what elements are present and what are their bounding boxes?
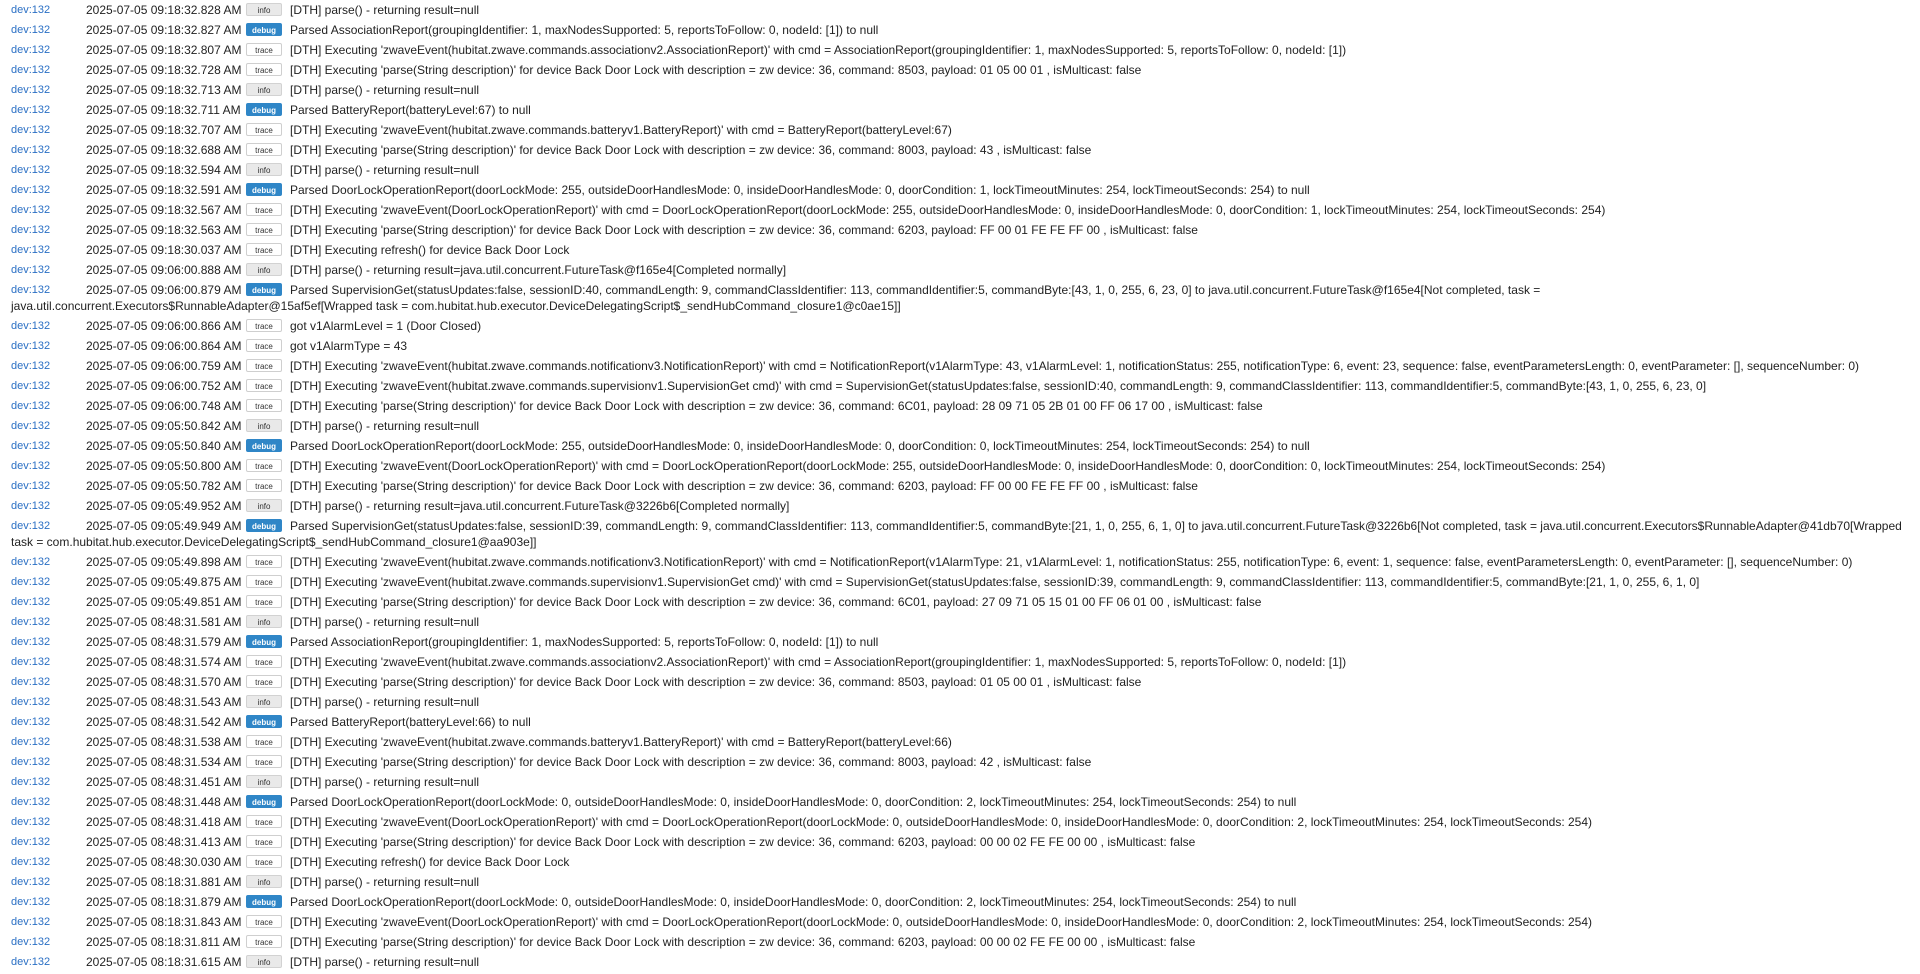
log-level-badge: trace — [246, 243, 282, 256]
log-message: Parsed DoorLockOperationReport(doorLockMode: 255, outsideDoorHandlesMode: 0, insideDoorHandlesMode: 0, doorCondition: 0, lockTimeoutMinutes: 254, lockTimeoutSeconds: 254) to null — [290, 439, 1310, 453]
log-level-badge: trace — [246, 339, 282, 352]
log-timestamp: 2025-07-05 09:06:00.759 AM — [86, 359, 242, 373]
log-row — [11, 632, 1905, 652]
log-message: [DTH] Executing 'zwaveEvent(DoorLockOperationReport)' with cmd = DoorLockOperationReport(doorLockMode: 255, outsideDoorHandlesMode: 0, insideDoorHandlesMode: 0, doorCondition: 1, lockTimeoutMinutes: 254, lockTimeoutSeconds: 254) — [290, 203, 1606, 217]
log-source-link[interactable]: dev:132 — [11, 184, 51, 196]
log-message: Parsed DoorLockOperationReport(doorLockMode: 0, outsideDoorHandlesMode: 0, insideDoorHandlesMode: 0, doorCondition: 2, lockTimeoutMinutes: 254, lockTimeoutSeconds: 254) to null — [290, 795, 1297, 809]
log-message: [DTH] Executing 'zwaveEvent(hubitat.zwave.commands.batteryv1.BatteryReport)' with cmd = BatteryReport(batteryLevel:67) — [290, 123, 952, 137]
log-level-badge: info — [246, 775, 282, 788]
log-row — [11, 396, 1905, 416]
log-message: [DTH] Executing 'parse(String description)' for device Back Door Lock with description = zw device: 36, command: 6C01, payload: 28 09 71 05 2B 01 00 FF 06 17 00 , isMulticast: false — [290, 399, 1263, 413]
log-message: got v1AlarmType = 43 — [290, 339, 408, 353]
log-message: [DTH] parse() - returning result=null — [290, 419, 480, 433]
log-message: Parsed SupervisionGet(statusUpdates:false, sessionID:40, commandLength: 9, commandClassIdentifier: 113, commandIdentifier:5, commandByte:[43, 1, 0, 255, 6, 23, 0] to java.util.concurrent.FutureTask@f165e4[Not completed, task = java.util.concurrent.Executors$RunnableAdapter@15af5ef[Wrapped task = com.hubitat.hub.executor.DeviceDelegatingScript$_sendHubCommand_closure1@c0ae15]] — [11, 283, 1541, 313]
log-source-link[interactable]: dev:132 — [11, 320, 51, 332]
log-row — [11, 436, 1905, 456]
log-level-badge: debug — [246, 23, 282, 36]
log-timestamp: 2025-07-05 08:48:31.542 AM — [86, 715, 242, 729]
log-source-link[interactable]: dev:132 — [11, 264, 51, 276]
log-row — [11, 376, 1905, 396]
log-level-badge: trace — [246, 143, 282, 156]
log-source-link[interactable]: dev:132 — [11, 500, 51, 512]
log-timestamp: 2025-07-05 09:18:32.728 AM — [86, 63, 242, 77]
log-source-link[interactable]: dev:132 — [11, 380, 51, 392]
log-row — [11, 40, 1905, 60]
log-source-link[interactable]: dev:132 — [11, 796, 51, 808]
log-timestamp: 2025-07-05 09:18:30.037 AM — [86, 243, 242, 257]
log-row — [11, 100, 1905, 120]
log-message: [DTH] parse() - returning result=java.util.concurrent.FutureTask@3226b6[Completed normally] — [290, 499, 790, 513]
log-timestamp: 2025-07-05 08:48:31.579 AM — [86, 635, 242, 649]
log-row — [11, 336, 1905, 356]
log-source-link[interactable]: dev:132 — [11, 144, 51, 156]
log-source-link[interactable]: dev:132 — [11, 896, 51, 908]
log-message: [DTH] parse() - returning result=null — [290, 695, 480, 709]
log-source-link[interactable]: dev:132 — [11, 84, 51, 96]
log-level-badge: trace — [246, 855, 282, 868]
log-message: [DTH] Executing 'parse(String description)' for device Back Door Lock with description = zw device: 36, command: 8003, payload: 42 , isMulticast: false — [290, 755, 1092, 769]
log-timestamp: 2025-07-05 09:06:00.864 AM — [86, 339, 242, 353]
log-timestamp: 2025-07-05 08:48:31.543 AM — [86, 695, 242, 709]
log-row — [11, 932, 1905, 952]
log-row — [11, 952, 1905, 972]
log-level-badge: debug — [246, 519, 282, 532]
log-source-link[interactable]: dev:132 — [11, 756, 51, 768]
log-level-badge: trace — [246, 915, 282, 928]
log-level-badge: info — [246, 695, 282, 708]
log-source-link[interactable]: dev:132 — [11, 736, 51, 748]
log-message: [DTH] Executing 'parse(String description)' for device Back Door Lock with description = zw device: 36, command: 6203, payload: 00 00 02 FE FE 00 00 , isMulticast: false — [290, 835, 1196, 849]
log-level-badge: info — [246, 263, 282, 276]
log-timestamp: 2025-07-05 09:18:32.827 AM — [86, 23, 242, 37]
log-timestamp: 2025-07-05 09:18:32.828 AM — [86, 3, 242, 17]
log-timestamp: 2025-07-05 09:06:00.879 AM — [86, 283, 242, 297]
log-row — [11, 316, 1905, 336]
log-level-badge: trace — [246, 399, 282, 412]
log-source-link[interactable]: dev:132 — [11, 596, 51, 608]
log-timestamp: 2025-07-05 09:06:00.752 AM — [86, 379, 242, 393]
log-row — [11, 832, 1905, 852]
log-row — [11, 692, 1905, 712]
log-level-badge: trace — [246, 379, 282, 392]
log-level-badge: trace — [246, 815, 282, 828]
log-row — [11, 772, 1905, 792]
log-message: [DTH] Executing 'zwaveEvent(hubitat.zwave.commands.batteryv1.BatteryReport)' with cmd = BatteryReport(batteryLevel:66) — [290, 735, 952, 749]
log-source-link[interactable]: dev:132 — [11, 460, 51, 472]
log-timestamp: 2025-07-05 09:18:32.594 AM — [86, 163, 242, 177]
log-level-badge: trace — [246, 63, 282, 76]
log-message: [DTH] Executing 'parse(String description)' for device Back Door Lock with description = zw device: 36, command: 8003, payload: 43 , isMulticast: false — [290, 143, 1092, 157]
log-row — [11, 612, 1905, 632]
log-source-link[interactable]: dev:132 — [11, 24, 51, 36]
log-timestamp: 2025-07-05 08:48:31.534 AM — [86, 755, 242, 769]
log-level-badge: info — [246, 163, 282, 176]
log-message: [DTH] Executing 'parse(String description)' for device Back Door Lock with description = zw device: 36, command: 6C01, payload: 27 09 71 05 15 01 00 FF 06 01 00 , isMulticast: false — [290, 595, 1262, 609]
log-timestamp: 2025-07-05 08:48:30.030 AM — [86, 855, 242, 869]
log-message: [DTH] Executing 'parse(String description)' for device Back Door Lock with description = zw device: 36, command: 6203, payload: 00 00 02 FE FE 00 00 , isMulticast: false — [290, 935, 1196, 949]
log-row — [11, 592, 1905, 612]
log-row — [11, 20, 1905, 40]
log-timestamp: 2025-07-05 09:18:32.563 AM — [86, 223, 242, 237]
log-timestamp: 2025-07-05 08:48:31.413 AM — [86, 835, 242, 849]
log-timestamp: 2025-07-05 09:18:32.591 AM — [86, 183, 242, 197]
log-timestamp: 2025-07-05 09:05:50.840 AM — [86, 439, 242, 453]
log-timestamp: 2025-07-05 09:05:50.782 AM — [86, 479, 242, 493]
log-level-badge: trace — [246, 755, 282, 768]
log-row — [11, 160, 1905, 180]
log-timestamp: 2025-07-05 09:05:49.875 AM — [86, 575, 242, 589]
log-row — [11, 200, 1905, 220]
log-source-link[interactable]: dev:132 — [11, 204, 51, 216]
log-level-badge: trace — [246, 655, 282, 668]
log-message: [DTH] parse() - returning result=null — [290, 615, 480, 629]
log-message: [DTH] Executing 'zwaveEvent(hubitat.zwave.commands.associationv2.AssociationReport)' with cmd = AssociationReport(groupingIdentifier: 1, maxNodesSupported: 5, reportsToFollow: 0, nodeId: [1]) — [290, 43, 1347, 57]
log-message: Parsed DoorLockOperationReport(doorLockMode: 255, outsideDoorHandlesMode: 0, insideDoorHandlesMode: 0, doorCondition: 1, lockTimeoutMinutes: 254, lockTimeoutSeconds: 254) to null — [290, 183, 1310, 197]
log-row — [11, 496, 1905, 516]
log-level-badge: trace — [246, 319, 282, 332]
log-source-link[interactable]: dev:132 — [11, 340, 51, 352]
log-timestamp: 2025-07-05 09:18:32.713 AM — [86, 83, 242, 97]
log-level-badge: debug — [246, 183, 282, 196]
log-timestamp: 2025-07-05 08:18:31.843 AM — [86, 915, 242, 929]
log-timestamp: 2025-07-05 09:05:50.842 AM — [86, 419, 242, 433]
log-timestamp: 2025-07-05 08:18:31.811 AM — [86, 935, 241, 949]
log-row — [11, 280, 1905, 316]
log-row — [11, 852, 1905, 872]
log-level-badge: trace — [246, 555, 282, 568]
log-timestamp: 2025-07-05 09:06:00.888 AM — [86, 263, 242, 277]
log-message: got v1AlarmLevel = 1 (Door Closed) — [290, 319, 482, 333]
log-row — [11, 872, 1905, 892]
log-level-badge: info — [246, 615, 282, 628]
log-row — [11, 712, 1905, 732]
log-message: [DTH] Executing refresh() for device Back Door Lock — [290, 855, 570, 869]
log-message: [DTH] parse() - returning result=null — [290, 775, 480, 789]
log-timestamp: 2025-07-05 08:48:31.448 AM — [86, 795, 242, 809]
log-source-link[interactable]: dev:132 — [11, 676, 51, 688]
log-row — [11, 812, 1905, 832]
log-level-badge: info — [246, 83, 282, 96]
log-source-link[interactable]: dev:132 — [11, 856, 51, 868]
log-row — [11, 0, 1905, 20]
log-source-link[interactable]: dev:132 — [11, 440, 51, 452]
log-level-badge: debug — [246, 895, 282, 908]
log-row — [11, 672, 1905, 692]
log-row — [11, 220, 1905, 240]
log-row — [11, 516, 1905, 552]
log-message: [DTH] Executing 'parse(String description)' for device Back Door Lock with description = zw device: 36, command: 6203, payload: FF 00 00 FE FE FF 00 , isMulticast: false — [290, 479, 1198, 493]
log-source-link[interactable]: dev:132 — [11, 916, 51, 928]
log-timestamp: 2025-07-05 08:18:31.615 AM — [86, 955, 242, 969]
log-level-badge: info — [246, 955, 282, 968]
log-source-link[interactable]: dev:132 — [11, 716, 51, 728]
log-level-badge: debug — [246, 283, 282, 296]
log-row — [11, 356, 1905, 376]
log-source-link[interactable]: dev:132 — [11, 44, 51, 56]
log-level-badge: trace — [246, 223, 282, 236]
log-row — [11, 456, 1905, 476]
log-message: [DTH] parse() - returning result=null — [290, 3, 480, 17]
log-level-badge: debug — [246, 795, 282, 808]
log-timestamp: 2025-07-05 08:48:31.451 AM — [86, 775, 242, 789]
log-level-badge: trace — [246, 595, 282, 608]
log-message: [DTH] Executing refresh() for device Back Door Lock — [290, 243, 570, 257]
log-timestamp: 2025-07-05 08:48:31.418 AM — [86, 815, 242, 829]
log-level-badge: info — [246, 875, 282, 888]
log-source-link[interactable]: dev:132 — [11, 816, 51, 828]
log-message: [DTH] parse() - returning result=java.util.concurrent.FutureTask@f165e4[Completed normally] — [290, 263, 787, 277]
log-source-link[interactable]: dev:132 — [11, 400, 51, 412]
log-timestamp: 2025-07-05 09:18:32.711 AM — [86, 103, 241, 117]
log-timestamp: 2025-07-05 09:18:32.807 AM — [86, 43, 242, 57]
log-message: [DTH] Executing 'zwaveEvent(hubitat.zwave.commands.notificationv3.NotificationReport)' with cmd = NotificationReport(v1AlarmType: 43, v1AlarmLevel: 1, notificationStatus: 255, notificationType: 6, event: 23, sequence: false, eventParametersLength: 0, eventParameter: [], sequenceNumber: 0) — [290, 359, 1860, 373]
log-row — [11, 892, 1905, 912]
log-level-badge: info — [246, 419, 282, 432]
log-source-link[interactable]: dev:132 — [11, 616, 51, 628]
log-source-link[interactable]: dev:132 — [11, 420, 51, 432]
log-timestamp: 2025-07-05 09:18:32.707 AM — [86, 123, 242, 137]
log-level-badge: trace — [246, 835, 282, 848]
log-row — [11, 240, 1905, 260]
log-level-badge: debug — [246, 715, 282, 728]
log-timestamp: 2025-07-05 08:48:31.538 AM — [86, 735, 242, 749]
log-message: [DTH] parse() - returning result=null — [290, 163, 480, 177]
log-row — [11, 552, 1905, 572]
log-source-link[interactable]: dev:132 — [11, 936, 51, 948]
log-message: [DTH] Executing 'zwaveEvent(hubitat.zwave.commands.supervisionv1.SupervisionGet cmd)' with cmd = SupervisionGet(statusUpdates:false, sessionID:40, commandLength: 9, commandClassIdentifier: 113, commandIdentifier:5, commandByte:[43, 1, 0, 255, 6, 23, 0] — [290, 379, 1707, 393]
log-message: [DTH] parse() - returning result=null — [290, 875, 480, 889]
log-level-badge: trace — [246, 459, 282, 472]
log-message: Parsed DoorLockOperationReport(doorLockMode: 0, outsideDoorHandlesMode: 0, insideDoorHandlesMode: 0, doorCondition: 2, lockTimeoutMinutes: 254, lockTimeoutSeconds: 254) to null — [290, 895, 1297, 909]
log-message: [DTH] Executing 'parse(String description)' for device Back Door Lock with description = zw device: 36, command: 8503, payload: 01 05 00 01 , isMulticast: false — [290, 675, 1142, 689]
log-level-badge: trace — [246, 675, 282, 688]
log-message: [DTH] Executing 'zwaveEvent(hubitat.zwave.commands.notificationv3.NotificationReport)' with cmd = NotificationReport(v1AlarmType: 21, v1AlarmLevel: 1, notificationStatus: 255, notificationType: 6, event: 1, sequence: false, eventParametersLength: 0, eventParameter: [], sequenceNumber: 0) — [290, 555, 1853, 569]
log-timestamp: 2025-07-05 08:18:31.879 AM — [86, 895, 242, 909]
log-timestamp: 2025-07-05 09:18:32.688 AM — [86, 143, 242, 157]
log-level-badge: trace — [246, 575, 282, 588]
log-row — [11, 476, 1905, 496]
log-row — [11, 652, 1905, 672]
log-timestamp: 2025-07-05 08:48:31.581 AM — [86, 615, 242, 629]
log-timestamp: 2025-07-05 08:48:31.574 AM — [86, 655, 242, 669]
log-source-link[interactable]: dev:132 — [11, 876, 51, 888]
log-row — [11, 180, 1905, 200]
log-level-badge: debug — [246, 439, 282, 452]
log-level-badge: trace — [246, 359, 282, 372]
log-source-link[interactable]: dev:132 — [11, 956, 51, 968]
log-source-link[interactable]: dev:132 — [11, 636, 51, 648]
log-level-badge: trace — [246, 735, 282, 748]
log-timestamp: 2025-07-05 08:48:31.570 AM — [86, 675, 242, 689]
log-row — [11, 140, 1905, 160]
log-message: [DTH] parse() - returning result=null — [290, 83, 480, 97]
log-source-link[interactable]: dev:132 — [11, 224, 51, 236]
log-message: Parsed AssociationReport(groupingIdentifier: 1, maxNodesSupported: 5, reportsToFollow: 0, nodeId: [1]) to null — [290, 635, 879, 649]
log-source-link[interactable]: dev:132 — [11, 480, 51, 492]
log-source-link[interactable]: dev:132 — [11, 556, 51, 568]
log-source-link[interactable]: dev:132 — [11, 656, 51, 668]
log-message: Parsed AssociationReport(groupingIdentifier: 1, maxNodesSupported: 5, reportsToFollow: 0, nodeId: [1]) to null — [290, 23, 879, 37]
log-timestamp: 2025-07-05 09:05:49.952 AM — [86, 499, 242, 513]
log-source-link[interactable]: dev:132 — [11, 104, 51, 116]
log-timestamp: 2025-07-05 09:05:49.898 AM — [86, 555, 242, 569]
log-row — [11, 792, 1905, 812]
log-timestamp: 2025-07-05 09:05:49.949 AM — [86, 519, 242, 533]
log-source-link[interactable]: dev:132 — [11, 836, 51, 848]
log-level-badge: debug — [246, 635, 282, 648]
log-source-link[interactable]: dev:132 — [11, 776, 51, 788]
log-source-link[interactable]: dev:132 — [11, 284, 51, 296]
log-row — [11, 120, 1905, 140]
log-level-badge: trace — [246, 123, 282, 136]
log-timestamp: 2025-07-05 09:18:32.567 AM — [86, 203, 242, 217]
log-level-badge: trace — [246, 935, 282, 948]
log-message: [DTH] Executing 'parse(String description)' for device Back Door Lock with description = zw device: 36, command: 6203, payload: FF 00 01 FE FE FF 00 , isMulticast: false — [290, 223, 1198, 237]
log-source-link[interactable]: dev:132 — [11, 696, 51, 708]
log-row — [11, 912, 1905, 932]
log-message: Parsed BatteryReport(batteryLevel:66) to null — [290, 715, 531, 729]
log-message: [DTH] Executing 'zwaveEvent(DoorLockOperationReport)' with cmd = DoorLockOperationReport(doorLockMode: 0, outsideDoorHandlesMode: 0, insideDoorHandlesMode: 0, doorCondition: 2, lockTimeoutMinutes: 254, lockTimeoutSeconds: 254) — [290, 815, 1593, 829]
log-message: [DTH] Executing 'zwaveEvent(hubitat.zwave.commands.associationv2.AssociationReport)' with cmd = AssociationReport(groupingIdentifier: 1, maxNodesSupported: 5, reportsToFollow: 0, nodeId: [1]) — [290, 655, 1347, 669]
log-row — [11, 80, 1905, 100]
log-message: Parsed SupervisionGet(statusUpdates:false, sessionID:39, commandLength: 9, commandClassIdentifier: 113, commandIdentifier:5, commandByte:[21, 1, 0, 255, 6, 1, 0] to java.util.concurrent.FutureTask@3226b6[Not completed, task = java.util.concurrent.Executors$RunnableAdapter@41db70[Wrapped task = com.hubitat.hub.executor.DeviceDelegatingScript$_sendHubCommand_closure1@aa903e]] — [11, 519, 1902, 549]
log-row — [11, 752, 1905, 772]
log-timestamp: 2025-07-05 09:05:49.851 AM — [86, 595, 242, 609]
log-level-badge: debug — [246, 103, 282, 116]
log-level-badge: info — [246, 3, 282, 16]
log-source-link[interactable]: dev:132 — [11, 4, 51, 16]
log-level-badge: info — [246, 499, 282, 512]
log-source-link[interactable]: dev:132 — [11, 164, 51, 176]
log-message: [DTH] Executing 'parse(String description)' for device Back Door Lock with description = zw device: 36, command: 8503, payload: 01 05 00 01 , isMulticast: false — [290, 63, 1142, 77]
log-source-link[interactable]: dev:132 — [11, 360, 51, 372]
log-row — [11, 732, 1905, 752]
log-message: [DTH] Executing 'zwaveEvent(DoorLockOperationReport)' with cmd = DoorLockOperationReport(doorLockMode: 255, outsideDoorHandlesMode: 0, insideDoorHandlesMode: 0, doorCondition: 0, lockTimeoutMinutes: 254, lockTimeoutSeconds: 254) — [290, 459, 1606, 473]
log-timestamp: 2025-07-05 09:06:00.748 AM — [86, 399, 242, 413]
log-row — [11, 60, 1905, 80]
log-message: Parsed BatteryReport(batteryLevel:67) to null — [290, 103, 531, 117]
log-timestamp: 2025-07-05 08:18:31.881 AM — [86, 875, 242, 889]
log-level-badge: trace — [246, 43, 282, 56]
log-source-link[interactable]: dev:132 — [11, 576, 51, 588]
log-row — [11, 416, 1905, 436]
log-source-link[interactable]: dev:132 — [11, 244, 51, 256]
log-message: [DTH] parse() - returning result=null — [290, 955, 480, 969]
log-level-badge: trace — [246, 203, 282, 216]
log-message: [DTH] Executing 'zwaveEvent(hubitat.zwave.commands.supervisionv1.SupervisionGet cmd)' with cmd = SupervisionGet(statusUpdates:false, sessionID:39, commandLength: 9, commandClassIdentifier: 113, commandIdentifier:5, commandByte:[21, 1, 0, 255, 6, 1, 0] — [290, 575, 1700, 589]
log-source-link[interactable]: dev:132 — [11, 64, 51, 76]
log-message: [DTH] Executing 'zwaveEvent(DoorLockOperationReport)' with cmd = DoorLockOperationReport(doorLockMode: 0, outsideDoorHandlesMode: 0, insideDoorHandlesMode: 0, doorCondition: 2, lockTimeoutMinutes: 254, lockTimeoutSeconds: 254) — [290, 915, 1593, 929]
log-level-badge: trace — [246, 479, 282, 492]
log-timestamp: 2025-07-05 09:05:50.800 AM — [86, 459, 242, 473]
log-source-link[interactable]: dev:132 — [11, 520, 51, 532]
log-source-link[interactable]: dev:132 — [11, 124, 51, 136]
log-row — [11, 260, 1905, 280]
log-timestamp: 2025-07-05 09:06:00.866 AM — [86, 319, 242, 333]
log-row — [11, 572, 1905, 592]
